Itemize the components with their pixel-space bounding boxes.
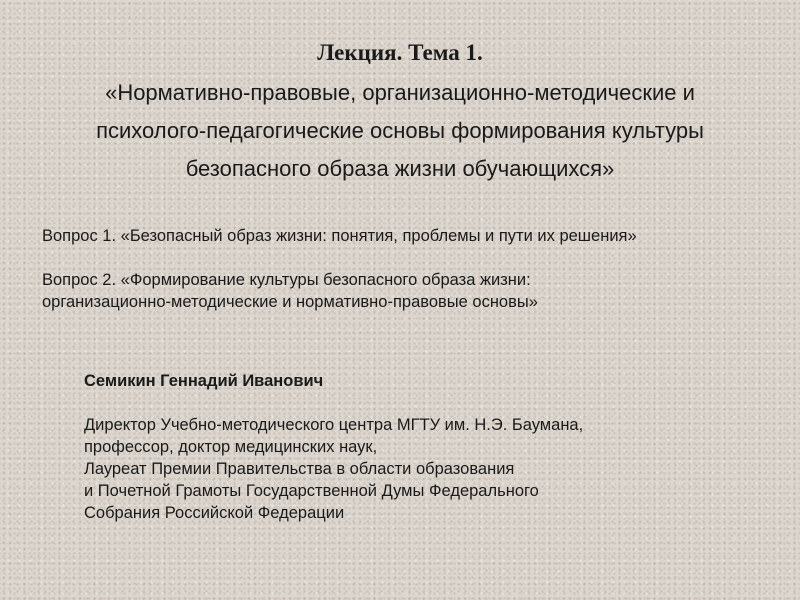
author-description-line: и Почетной Грамоты Государственной Думы Федерального bbox=[84, 482, 539, 500]
author-name: Семикин Геннадий Иванович bbox=[84, 372, 324, 390]
author-block bbox=[84, 370, 764, 524]
author-description-line: Лауреат Премии Правительства в области образования bbox=[84, 460, 515, 478]
lecture-title: Лекция. Тема 1. bbox=[317, 40, 483, 65]
question-2-line: Вопрос 2. «Формирование культуры безопасного образа жизни: bbox=[42, 271, 531, 289]
author-description-line: Директор Учебно-методического центра МГТУ им. Н.Э. Баумана, bbox=[84, 416, 584, 434]
lecture-topic bbox=[20, 74, 780, 188]
author-description-line: Собрания Российской Федерации bbox=[84, 504, 345, 522]
topic-line: психолого-педагогические основы формирования культуры bbox=[96, 118, 704, 143]
question-1: Вопрос 1. «Безопасный образ жизни: понятия, проблемы и пути их решения» bbox=[42, 227, 637, 245]
topic-line: «Нормативно-правовые, организационно-методические и bbox=[105, 80, 695, 105]
author-description bbox=[84, 414, 764, 524]
question-2 bbox=[42, 269, 782, 313]
author-description-line: профессор, доктор медицинских наук, bbox=[84, 438, 378, 456]
question-2-line: организационно-методические и нормативно-правовые основы» bbox=[42, 293, 538, 311]
topic-line: безопасного образа жизни обучающихся» bbox=[185, 156, 615, 181]
